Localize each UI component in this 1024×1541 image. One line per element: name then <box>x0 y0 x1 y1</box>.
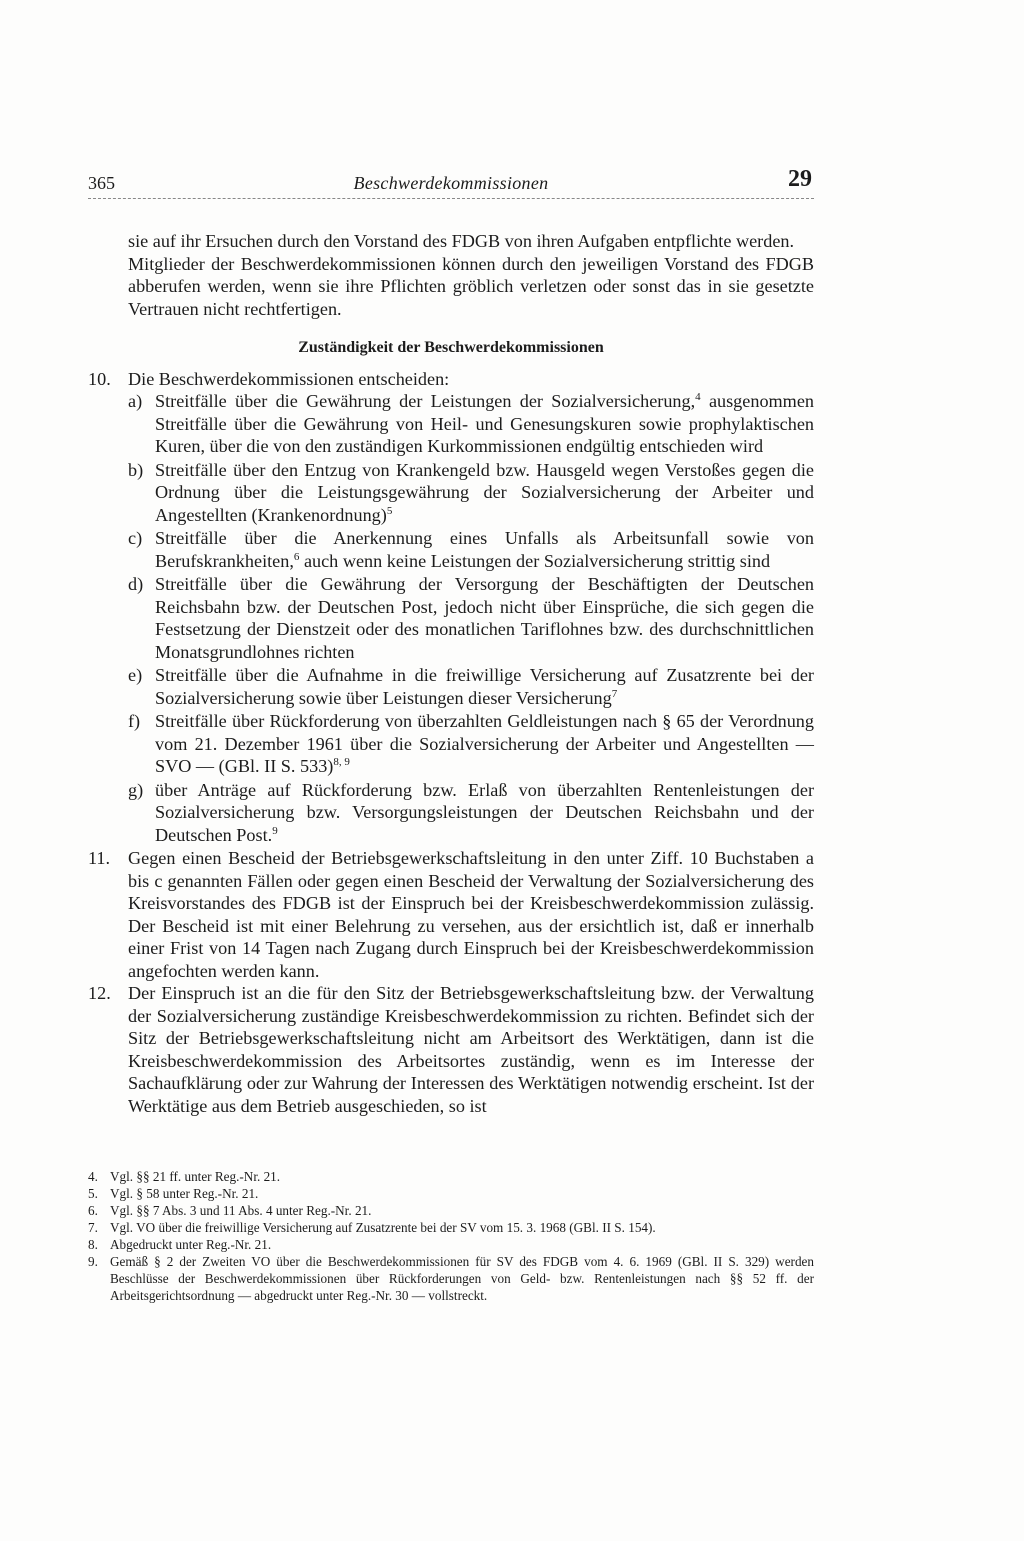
item-number: 12. <box>88 983 111 1003</box>
footnote-6 <box>88 1202 814 1219</box>
item-12 <box>88 982 814 1117</box>
body-text <box>88 230 814 1117</box>
sub-letter: e) <box>128 665 143 685</box>
item-text: Der Einspruch ist an die für den Sitz der Betriebsgewerkschaftsleitung bzw. der Verwaltung der Sozialversicherung zuständige Kreisbeschwerdekommission zu richten. Befindet sich der Sitz der Betriebsgewerkschaftsleitung nicht am Arbeitsort des Werktätigen, dann ist die Kreisbeschwerdekommission des Arbeitsortes zuständig, wenn es im Interesse der Sachaufklärung oder zur Wahrung der Interessen des Werktätigen notwendig erscheint. Ist der Werktätige aus dem Betrieb ausgeschieden, so ist <box>128 983 814 1116</box>
footnote-text: Vgl. VO über die freiwillige Versicherung auf Zusatzrente bei der SV vom 15. 3. 1968 (GBl. II S. 154). <box>110 1220 656 1235</box>
sub-letter: c) <box>128 528 143 548</box>
footnote-ref: 4 <box>695 391 701 403</box>
footnote-text: Vgl. § 58 unter Reg.-Nr. 21. <box>110 1186 259 1201</box>
footnote-number: 7. <box>88 1220 98 1235</box>
item-11 <box>88 847 814 982</box>
footnote-text: Abgedruckt unter Reg.-Nr. 21. <box>110 1237 272 1252</box>
footnote-ref: 8, 9 <box>333 756 350 768</box>
footnotes <box>88 1168 814 1304</box>
item-number: 11. <box>88 848 111 868</box>
page-header <box>88 166 814 200</box>
item-10 <box>88 368 814 847</box>
footnote-number: 9. <box>88 1254 98 1269</box>
sub-text: Streitfälle über die Gewährung der Leistungen der Sozialversicherung, <box>155 391 696 411</box>
sub-item-a <box>128 390 814 458</box>
sub-item-b <box>128 459 814 527</box>
sub-text: Streitfälle über die Aufnahme in die freiwillige Versicherung auf Zusatzrente bei der Sozialversicherung sowie über Leistungen dieser Versicherung <box>155 665 814 708</box>
sub-letter: f) <box>128 711 141 731</box>
footnote-9 <box>88 1253 814 1304</box>
intro-paragraph-2: Mitglieder der Beschwerdekommissionen können durch den jeweiligen Vorstand des FDGB abberufen werden, wenn sie ihre Pflichten gröblich verletzen oder sonst das in sie gesetzte Vertrauen nicht rechtfertigen. <box>128 253 814 319</box>
sub-letter: b) <box>128 459 144 480</box>
sub-letter: d) <box>128 574 144 594</box>
sub-text: Streitfälle über Rückforderung von überzahlten Geldleistungen nach § 65 der Verordnung vom 21. Dezember 1961 über die Sozialversicherung der Arbeiter und Angestellten — SVO — (GBl. II S. 533) <box>155 711 814 776</box>
sub-list <box>128 390 814 846</box>
sub-letter: a) <box>128 391 143 411</box>
header-rule <box>88 198 814 199</box>
footnote-4 <box>88 1168 814 1185</box>
sub-text-cont: ausgenommen Streitfälle über die Gewährung von Heil- und Genesungskuren sowie prophylaktischen Kuren, über die von den zuständigen Kurkommissionen endgültig entschieden wird <box>155 391 814 456</box>
sub-item-g <box>128 779 814 847</box>
sub-text: Streitfälle über den Entzug von Krankengeld bzw. Hausgeld wegen Verstoßes gegen die Ordnung über die Leistungsgewährung der Sozialversicherung der Arbeiter und Angestellten (Krankenordnung) <box>155 459 814 525</box>
footnote-8 <box>88 1236 814 1253</box>
page-number: 365 <box>88 173 115 193</box>
intro-paragraph-1: sie auf ihr Ersuchen durch den Vorstand des FDGB von ihren Aufgaben entpflichte werden. <box>128 231 795 251</box>
footnote-number: 6. <box>88 1203 98 1218</box>
footnote-text: Gemäß § 2 der Zweiten VO über die Beschwerdekommissionen für SV des FDGB vom 4. 6. 1969 (GBl. II S. 329) werden Beschlüsse der Beschwerdekommissionen über Rückforderungen von Geld- bzw. Rentenleistungen nach §§ 52 ff. der Arbeitsgerichtsordnung — abgedruckt unter Reg.-Nr. 30 — vollstreckt. <box>110 1254 814 1303</box>
sub-item-f <box>128 710 814 778</box>
chapter-number: 29 <box>788 166 812 192</box>
sub-text: Streitfälle über die Anerkennung eines Unfalls als Arbeitsunfall sowie von Berufskrankheiten, <box>155 528 814 571</box>
footnote-text: Vgl. §§ 7 Abs. 3 und 11 Abs. 4 unter Reg.-Nr. 21. <box>110 1203 372 1218</box>
footnote-ref: 6 <box>293 550 300 563</box>
item-text: Die Beschwerdekommissionen entscheiden: <box>128 368 450 389</box>
footnote-number: 4. <box>88 1169 98 1184</box>
section-heading: Zuständigkeit der Beschwerdekommissionen <box>298 339 604 356</box>
running-title: Beschwerdekommissionen <box>353 173 549 193</box>
sub-text: über Anträge auf Rückforderung bzw. Erlaß von überzahlten Rentenleistungen der Sozialversicherung bzw. Versorgungsleistungen der Deutschen Reichsbahn und der Deutschen Post. <box>155 779 814 845</box>
footnote-number: 8. <box>88 1237 98 1252</box>
item-number: 10. <box>88 368 111 389</box>
footnote-7 <box>88 1219 814 1236</box>
sub-letter: g) <box>128 779 144 800</box>
sub-item-e <box>128 664 814 709</box>
sub-text-cont: auch wenn keine Leistungen der Sozialversicherung strittig sind <box>299 550 771 571</box>
footnote-5 <box>88 1185 814 1202</box>
item-text: Gegen einen Bescheid der Betriebsgewerkschaftsleitung in den unter Ziff. 10 Buchstaben a bis c genannten Fällen oder gegen einen Bescheid der Verwaltung der Sozialversicherung des Kreisvorstandes des FDGB ist der Einspruch bei der Kreisbeschwerdekommission zulässig. Der Bescheid ist mit einer Belehrung zu versehen, aus der ersichtlich ist, daß er innerhalb einer Frist von 14 Tagen nach Zugang durch Einspruch bei der Kreisbeschwerdekommission angefochten werden kann. <box>128 848 814 981</box>
footnote-ref: 7 <box>611 687 618 700</box>
sub-text: Streitfälle über die Gewährung der Versorgung der Beschäftigten der Deutschen Reichsbahn bzw. der Deutschen Post, jedoch nicht über Einsprüche, die sich gegen die Festsetzung der Dienstzeit oder des monatlichen Tariflohnes bzw. des durchschnittlichen Monatsgrundlohnes richten <box>155 574 814 662</box>
sub-item-d <box>128 573 814 663</box>
footnote-number: 5. <box>88 1186 98 1201</box>
footnote-text: Vgl. §§ 21 ff. unter Reg.-Nr. 21. <box>110 1169 281 1184</box>
footnote-ref: 9 <box>272 824 278 837</box>
sub-item-c <box>128 527 814 572</box>
footnote-ref: 5 <box>386 504 393 517</box>
